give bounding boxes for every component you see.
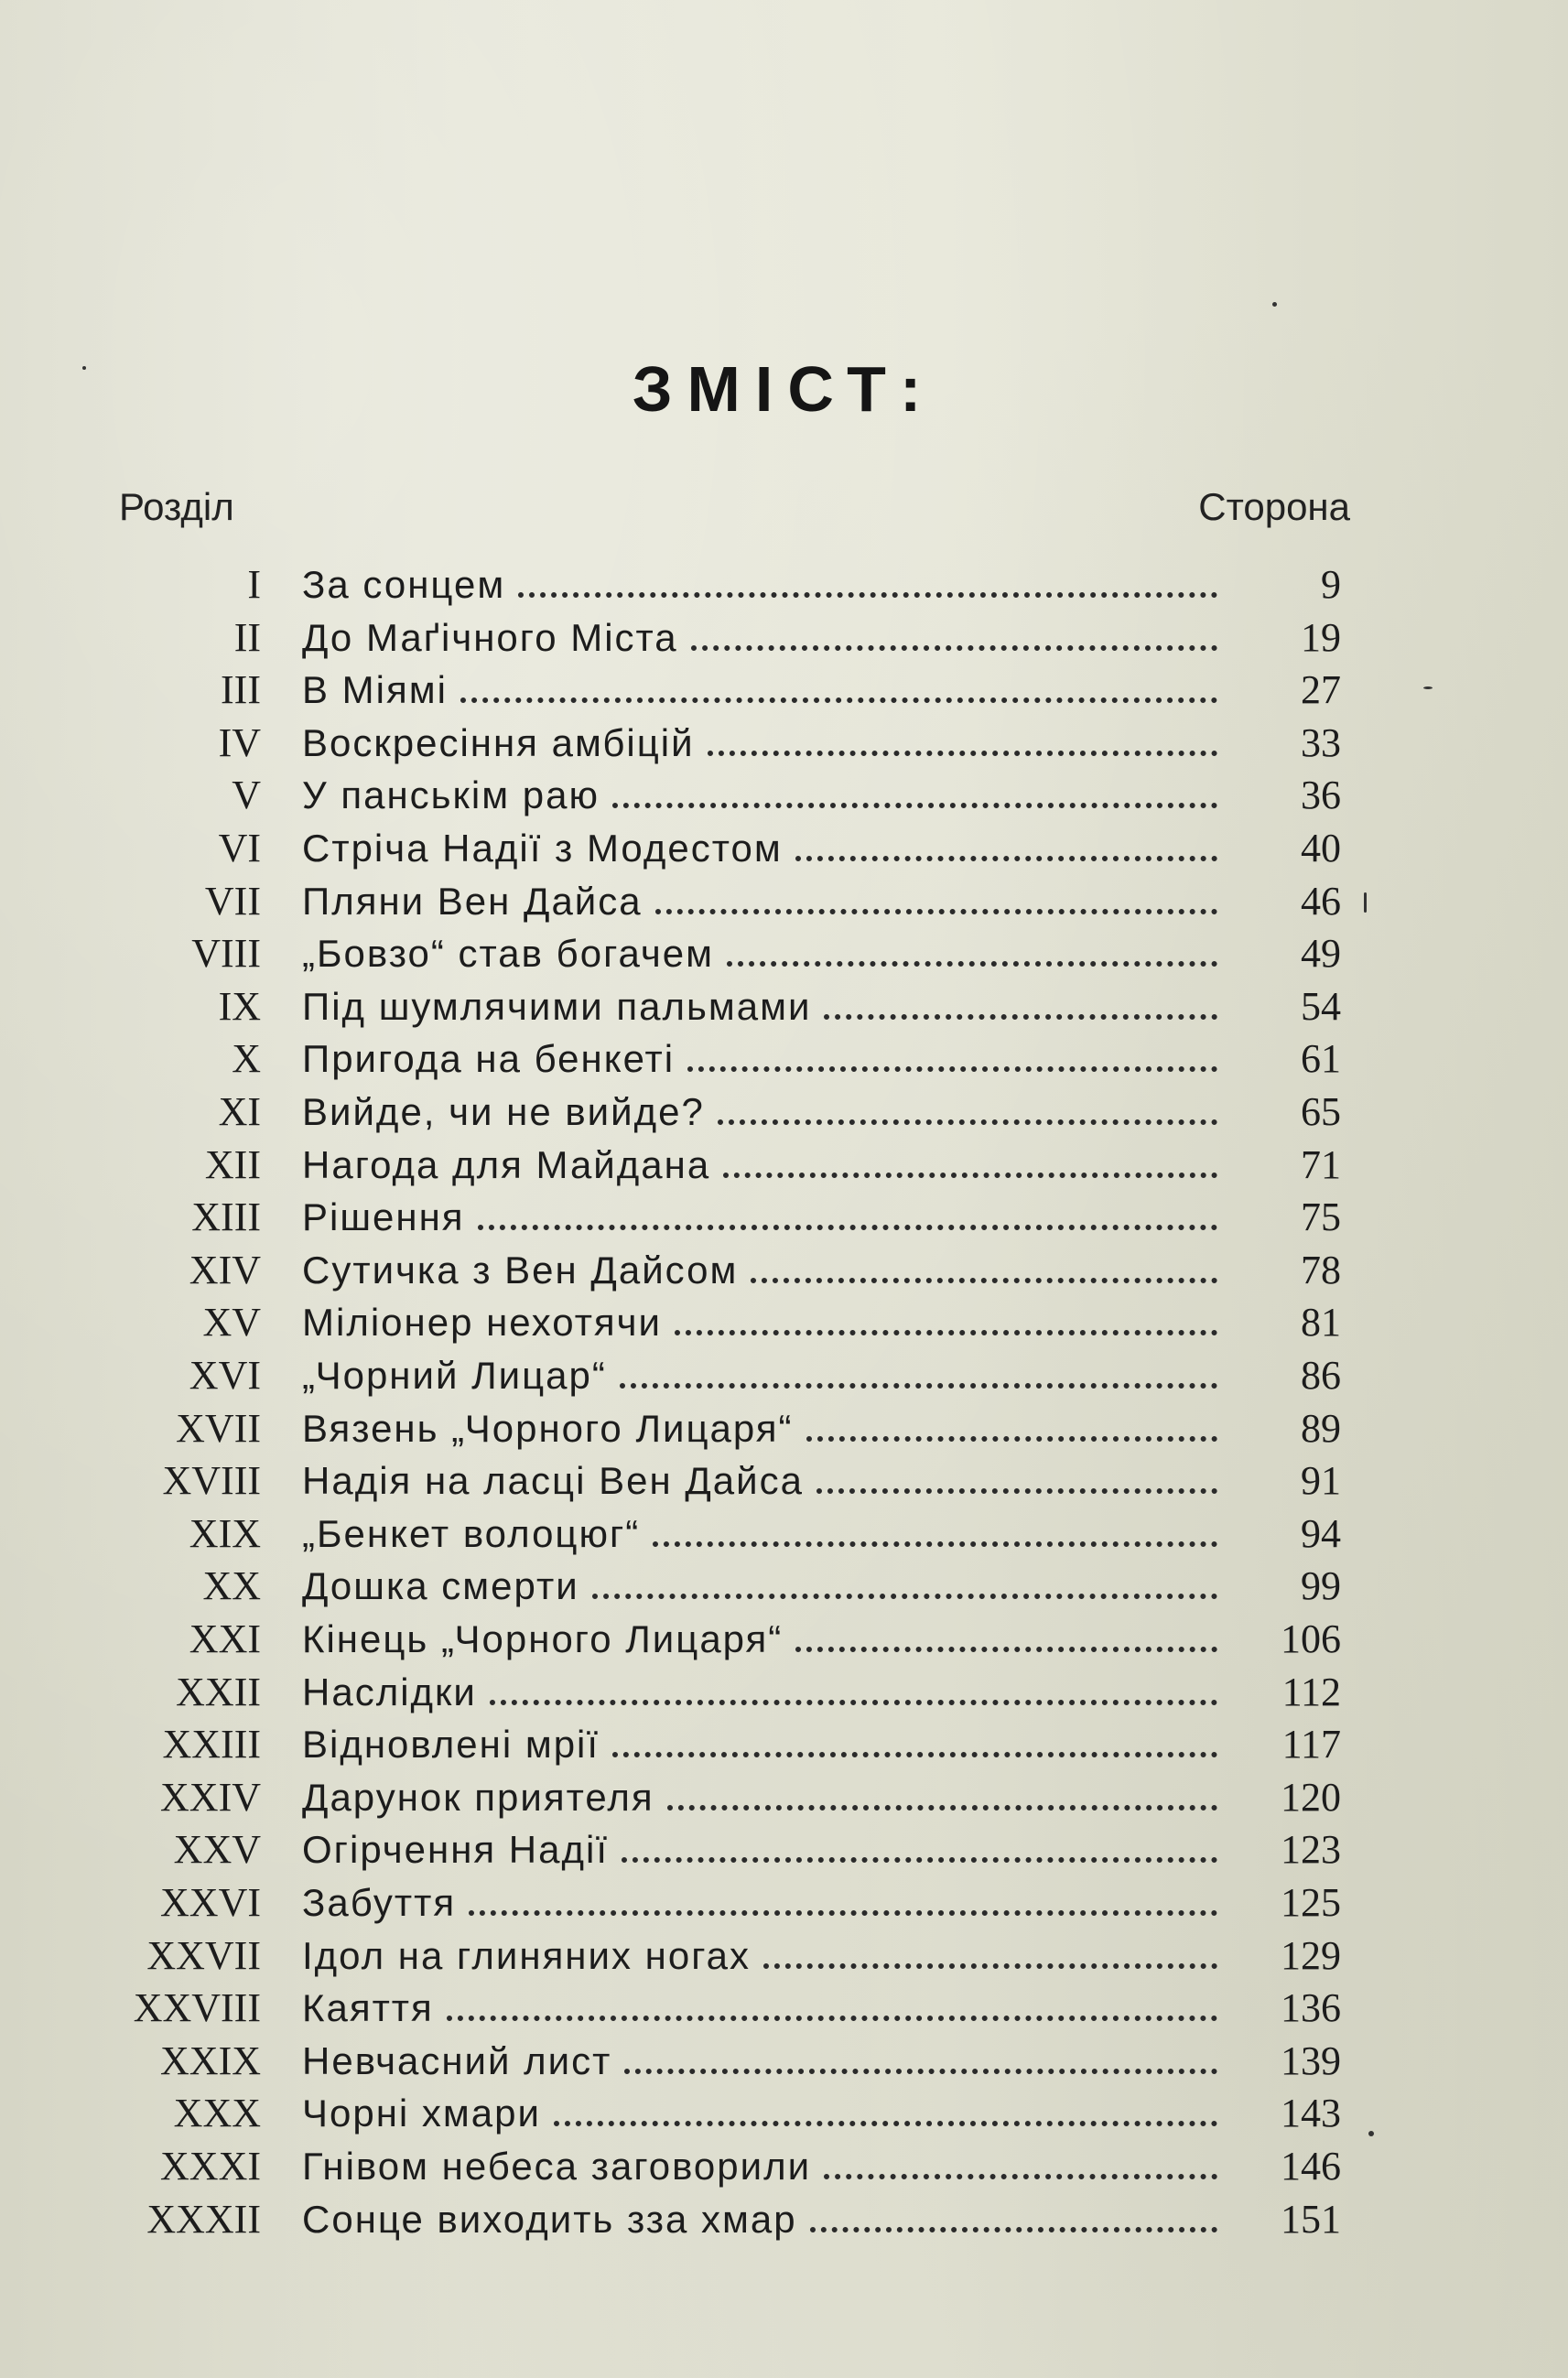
dot-leader: [620, 1374, 1217, 1389]
toc-entry: [0, 1613, 1568, 1666]
chapter-number: XV: [202, 1300, 261, 1346]
dot-leader: [612, 794, 1217, 808]
toc-entry: [0, 1349, 1568, 1402]
toc-entry: [0, 1296, 1568, 1349]
toc-entry: [0, 1982, 1568, 2035]
chapter-title: Каяття: [302, 1986, 434, 2030]
paper-speck: [1272, 302, 1277, 307]
chapter-number: XXIV: [160, 1774, 261, 1820]
toc-entry: [0, 1823, 1568, 1876]
chapter-title: Дарунок приятеля: [302, 1775, 654, 1819]
dot-leader: [460, 688, 1217, 703]
chapter-line: [302, 1823, 1217, 1876]
chapter-line: [302, 1296, 1217, 1349]
toc-entry: [0, 1876, 1568, 1929]
toc-entry: [0, 1508, 1568, 1561]
toc-entry: [0, 1771, 1568, 1824]
chapter-title: До Маґічного Міста: [302, 615, 678, 659]
page-number: 61: [1301, 1036, 1341, 1082]
page-number: 143: [1281, 2091, 1341, 2136]
chapter-line: [302, 1454, 1217, 1508]
chapter-number: XXX: [173, 2091, 261, 2136]
page-number: 75: [1301, 1194, 1341, 1240]
toc-entry: [0, 2193, 1568, 2246]
paper-speck: [1423, 686, 1433, 689]
chapter-title: За сонцем: [302, 563, 506, 606]
chapter-line: [302, 1982, 1217, 2035]
toc-entry: [0, 1718, 1568, 1771]
chapter-number: XIX: [189, 1510, 261, 1556]
chapter-number: I: [247, 562, 261, 607]
page-number: 125: [1281, 1880, 1341, 1925]
dot-leader: [490, 1691, 1217, 1705]
chapter-number: XXII: [176, 1669, 261, 1714]
dot-leader: [554, 2112, 1217, 2126]
page-number: 120: [1281, 1774, 1341, 1820]
chapter-number: XVI: [189, 1353, 261, 1398]
toc-entry: [0, 1402, 1568, 1455]
page-number: 33: [1301, 719, 1341, 765]
page-number: 99: [1301, 1563, 1341, 1609]
chapter-line: [302, 1086, 1217, 1139]
page-number: 146: [1281, 2144, 1341, 2189]
toc-entry: [0, 980, 1568, 1033]
page-number: 106: [1281, 1616, 1341, 1661]
chapter-title: Ідол на глиняних ногах: [302, 1933, 751, 1977]
chapter-number: XXIII: [162, 1722, 261, 1767]
chapter-line: [302, 611, 1217, 665]
dot-leader: [691, 636, 1217, 651]
page-number: 123: [1281, 1827, 1341, 1873]
toc-entry: [0, 1666, 1568, 1719]
chapter-number: XIV: [189, 1247, 261, 1292]
dot-leader: [751, 1269, 1217, 1283]
page-number: 19: [1301, 614, 1341, 660]
chapter-title: У панськім раю: [302, 773, 600, 817]
page-number: 151: [1281, 2196, 1341, 2242]
page-number: 117: [1281, 1722, 1341, 1767]
toc-entry: [0, 927, 1568, 980]
chapter-title: Під шумлячими пальмами: [302, 984, 812, 1028]
chapter-title: Рішення: [302, 1195, 465, 1239]
page-number: 78: [1301, 1247, 1341, 1292]
dot-leader: [653, 1532, 1217, 1547]
chapter-number: III: [221, 667, 261, 713]
toc-entry: [0, 1086, 1568, 1139]
toc-entry: [0, 1191, 1568, 1244]
page-number: 71: [1301, 1141, 1341, 1187]
dot-leader: [795, 1638, 1217, 1652]
chapter-line: [302, 1929, 1217, 1983]
chapter-line: [302, 1718, 1217, 1771]
chapter-number: XVIII: [162, 1458, 261, 1504]
chapter-line: [302, 1244, 1217, 1297]
chapter-number: XXV: [173, 1827, 261, 1873]
chapter-title: Нагода для Майдана: [302, 1142, 711, 1186]
chapter-title: „Чорний Лицар“: [302, 1354, 607, 1397]
chapter-number: XXVII: [146, 1932, 261, 1978]
chapter-title: Гнівом небеса заговорили: [302, 2145, 812, 2188]
dot-leader: [612, 1743, 1217, 1757]
chapter-number: IV: [218, 719, 261, 765]
chapter-title: Міліонер нехотячи: [302, 1301, 663, 1345]
page-number: 81: [1301, 1300, 1341, 1346]
chapter-title: Чорні хмари: [302, 2092, 541, 2135]
toc-entry: [0, 664, 1568, 717]
chapter-line: [302, 1508, 1217, 1561]
chapter-title: Кінець „Чорного Лицаря“: [302, 1617, 784, 1660]
dot-leader: [718, 1110, 1217, 1125]
chapter-title: Сонце виходить зза хмар: [302, 2197, 797, 2241]
page-number: 54: [1301, 983, 1341, 1029]
dot-leader: [723, 1163, 1217, 1178]
toc-entry: [0, 1139, 1568, 1192]
chapter-number: XVII: [176, 1405, 261, 1451]
chapter-title: Невчасний лист: [302, 2038, 612, 2082]
page-number: 112: [1281, 1669, 1341, 1714]
chapter-line: [302, 1349, 1217, 1402]
toc-entry: [0, 875, 1568, 928]
chapter-line: [302, 1032, 1217, 1086]
dot-leader: [667, 1796, 1217, 1811]
chapter-title: „Бенкет волоцюг“: [302, 1511, 641, 1555]
chapter-line: [302, 1402, 1217, 1455]
toc-entry: [0, 2035, 1568, 2088]
chapter-line: [302, 558, 1217, 611]
toc-entry: [0, 1244, 1568, 1297]
dot-leader: [763, 1954, 1217, 1969]
chapter-line: [302, 1876, 1217, 1929]
chapter-number: VIII: [191, 931, 261, 977]
chapter-line: [302, 1771, 1217, 1824]
toc-entry: [0, 1929, 1568, 1983]
dot-leader: [478, 1216, 1217, 1230]
chapter-line: [302, 1613, 1217, 1666]
page-number: 129: [1281, 1932, 1341, 1978]
page-number: 91: [1301, 1458, 1341, 1504]
dot-leader: [675, 1321, 1217, 1335]
chapter-number: VI: [218, 826, 261, 870]
chapter-title: Забуття: [302, 1881, 457, 1924]
page-number: 36: [1301, 773, 1341, 818]
chapter-number: XIII: [191, 1194, 261, 1240]
chapter-title: Стріча Надії з Модестом: [302, 827, 783, 870]
chapter-line: [302, 1666, 1217, 1719]
dot-leader: [447, 2006, 1217, 2021]
chapter-title: Воскресіння амбіцій: [302, 720, 695, 764]
dot-leader: [687, 1057, 1217, 1072]
page-number: 94: [1301, 1510, 1341, 1556]
chapter-number: IX: [218, 983, 261, 1029]
dot-leader: [824, 2165, 1217, 2179]
dot-leader: [708, 741, 1217, 756]
chapter-title: Дошка смерти: [302, 1564, 579, 1608]
toc-entry: [0, 611, 1568, 665]
chapter-title: „Бовзо“ став богачем: [302, 932, 715, 976]
chapter-number: XI: [218, 1089, 261, 1134]
page-number: 65: [1301, 1089, 1341, 1134]
chapter-title: Наслідки: [302, 1670, 477, 1713]
chapter-line: [302, 664, 1217, 717]
page-number: 86: [1301, 1353, 1341, 1398]
chapter-title: Пригода на бенкеті: [302, 1037, 676, 1081]
page-number: 139: [1281, 2038, 1341, 2083]
chapter-line: [302, 2193, 1217, 2246]
chapter-line: [302, 1191, 1217, 1244]
page-number: 49: [1301, 931, 1341, 977]
chapter-number: XXI: [189, 1616, 261, 1661]
chapter-line: [302, 717, 1217, 770]
toc-entry: [0, 717, 1568, 770]
chapter-line: [302, 2140, 1217, 2193]
chapter-title: Надія на ласці Вен Дайса: [302, 1459, 804, 1503]
chapter-number: XII: [204, 1141, 261, 1187]
chapter-number: XXIX: [160, 2038, 261, 2083]
page-number: 27: [1301, 667, 1341, 713]
toc-entry: [0, 1560, 1568, 1613]
page-column-header: Сторона: [1198, 485, 1350, 528]
chapter-title: Вязень „Чорного Лицаря“: [302, 1406, 794, 1450]
dot-leader: [592, 1584, 1217, 1599]
paper-mark: [1364, 892, 1367, 913]
page-title: ЗМІСТ:: [632, 353, 936, 425]
page-number: 40: [1301, 826, 1341, 870]
page-number: 89: [1301, 1405, 1341, 1451]
chapter-number: X: [232, 1036, 261, 1082]
paper-speck: [82, 366, 86, 370]
dot-leader: [824, 1005, 1217, 1020]
chapter-line: [302, 980, 1217, 1033]
dot-leader: [806, 1427, 1217, 1442]
chapter-number: XXXII: [146, 2196, 261, 2242]
dot-leader: [622, 1848, 1217, 1863]
page-number: 46: [1301, 878, 1341, 924]
chapter-line: [302, 2035, 1217, 2088]
dot-leader: [469, 1901, 1217, 1916]
toc-entry: [0, 769, 1568, 822]
chapter-line: [302, 1560, 1217, 1613]
toc-entry: [0, 2087, 1568, 2140]
toc-entry: [0, 822, 1568, 875]
chapter-line: [302, 875, 1217, 928]
page-number: 9: [1321, 562, 1341, 607]
chapter-title: В Міямі: [302, 668, 448, 712]
chapter-number: XXXI: [160, 2144, 261, 2189]
chapter-number: VII: [204, 878, 261, 924]
dot-leader: [727, 952, 1217, 967]
page-number: 136: [1281, 1985, 1341, 2031]
toc-entry: [0, 2140, 1568, 2193]
dot-leader: [518, 583, 1217, 598]
toc-entry: [0, 1454, 1568, 1508]
chapter-title: Пляни Вен Дайса: [302, 879, 643, 923]
chapter-line: [302, 2087, 1217, 2140]
chapter-title: Огірчення Надії: [302, 1828, 609, 1872]
dot-leader: [655, 900, 1217, 914]
chapter-number: II: [233, 614, 261, 660]
toc-entry: [0, 558, 1568, 611]
chapter-column-header: Розділ: [119, 485, 234, 528]
dot-leader: [810, 2218, 1217, 2232]
chapter-number: XXVI: [160, 1880, 261, 1925]
dot-leader: [624, 2059, 1217, 2074]
chapter-line: [302, 927, 1217, 980]
dot-leader: [816, 1479, 1217, 1494]
chapter-line: [302, 822, 1217, 875]
chapter-line: [302, 1139, 1217, 1192]
chapter-number: XX: [202, 1563, 261, 1609]
chapter-title: Сутичка з Вен Дайсом: [302, 1248, 739, 1292]
chapter-line: [302, 769, 1217, 822]
chapter-number: XXVIII: [133, 1985, 261, 2031]
chapter-title: Відновлені мрії: [302, 1723, 600, 1767]
toc-entry: [0, 1032, 1568, 1086]
dot-leader: [795, 847, 1217, 861]
chapter-number: V: [232, 773, 261, 818]
chapter-title: Вийде, чи не вийде?: [302, 1090, 705, 1133]
paper-speck: [1368, 2131, 1374, 2136]
